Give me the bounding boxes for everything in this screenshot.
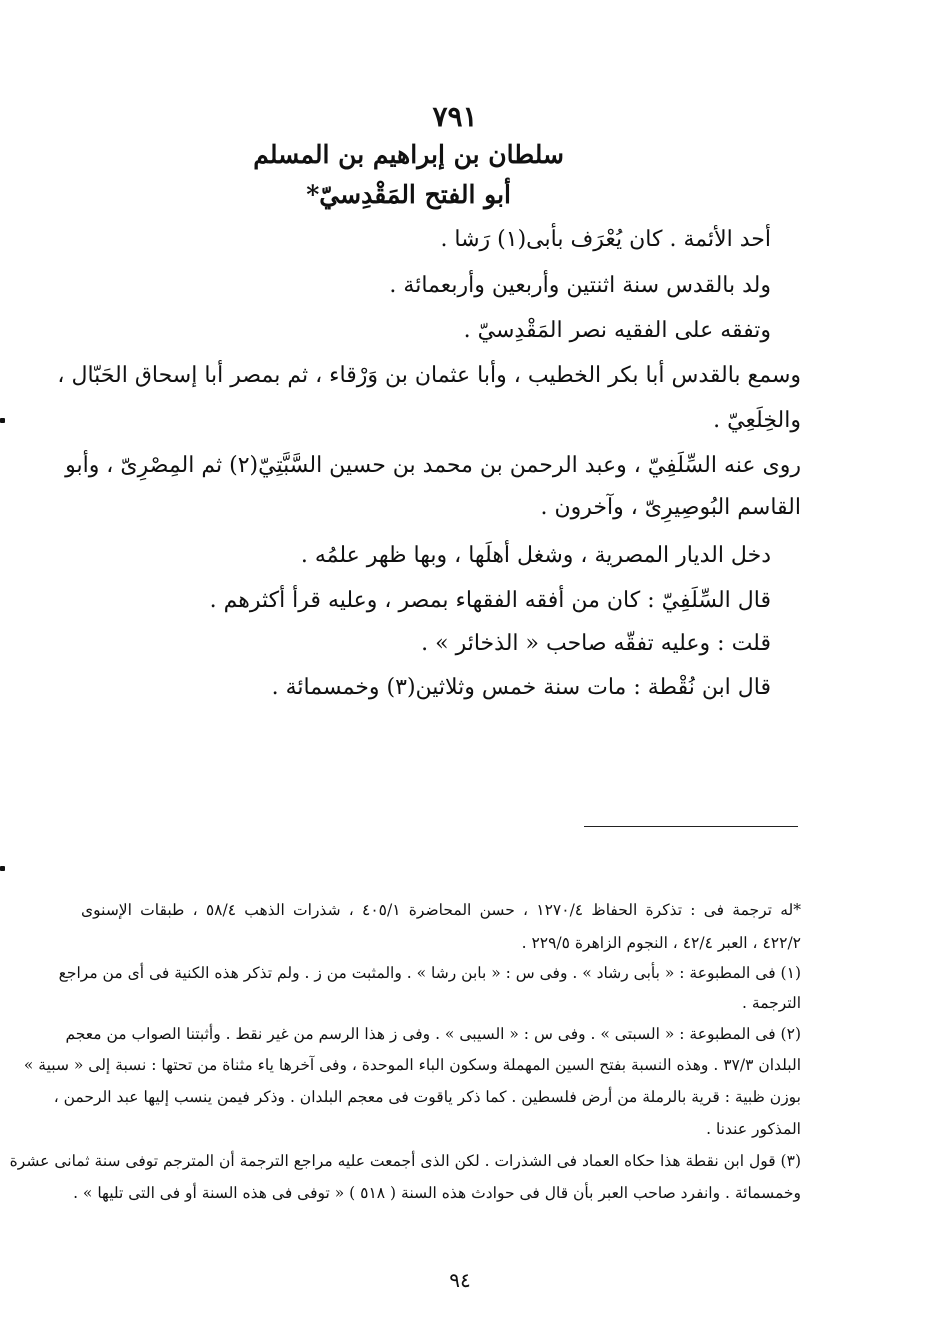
body-line: قال السِّلَفِيّ : كان من أفقه الفقهاء بمصر ، وعليه قرأ أكثرهم . bbox=[209, 588, 771, 613]
footnote-separator bbox=[584, 826, 798, 827]
footnote-line: ٤٢٢/٢ ، العبر ٤٢/٤ ، النجوم الزاهرة ٢٢٩/٥ . bbox=[521, 934, 801, 952]
page-number: ٩٤ bbox=[449, 1268, 471, 1292]
footnote-line: بوزن ظبية : قرية بالرملة من أرض فلسطين . كما ذكر ياقوت فى معجم البلدان . وذكر فيمن ينسب إليها عبد الرحمن ، bbox=[53, 1088, 801, 1106]
body-line: قال ابن نُقْطة : مات سنة خمس وثلاثين(٣) وخمسمائة . bbox=[271, 675, 771, 700]
body-line: وسمع بالقدس أبا بكر الخطيب ، وأبا عثمان بن وَرْقاء ، ثم بمصر أبا إسحاق الحَبّال ، bbox=[57, 363, 801, 388]
footnote-line: (٢) فى المطبوعة : « السبتى » . وفى س : « السيبى » . وفى ز هذا الرسم من غير نقط . وأثبتنا الصواب من معجم bbox=[65, 1025, 801, 1043]
footnote-line: الترجمة . bbox=[742, 994, 801, 1012]
entry-number: ٧٩١ bbox=[432, 100, 478, 133]
footnote-line: وخمسمائة . وانفرد صاحب العبر بأن قال فى حوادث هذه السنة ( ٥١٨ ) « توفى فى هذه السنة أو فى التى تليها » . bbox=[73, 1184, 801, 1202]
entry-kunya: أبو الفتح المَقْدِسيّ* bbox=[306, 180, 511, 209]
body-line: روى عنه السِّلَفِيّ ، وعبد الرحمن بن محمد بن حسين السَّبَّتِيّ(٢) ثم المِصْرِىّ ، وأبو bbox=[65, 453, 801, 478]
footnote-line: (١) فى المطبوعة : « بأبى رشاد » . وفى س : « بابن رشا » . والمثبت من ز . ولم تذكر هذه الكنية فى أى من مراجع bbox=[58, 964, 801, 982]
body-line: وتفقه على الفقيه نصر المَقْدِسيّ . bbox=[463, 318, 771, 343]
body-line: ولد بالقدس سنة اثنتين وأربعين وأربعمائة . bbox=[389, 273, 771, 298]
margin-mark bbox=[0, 418, 5, 423]
body-line: قلت : وعليه تفقّه صاحب « الذخائر » . bbox=[421, 631, 771, 656]
margin-mark bbox=[0, 866, 5, 871]
footnote-line: المذكور عندنا . bbox=[706, 1120, 801, 1138]
footnote-line: البلدان ٣٧/٣ . وهذه النسبة بفتح السين المهملة وسكون الباء الموحدة ، وفى آخرها ياء مثناة من تحتها : نسبة إلى « سبية » bbox=[23, 1056, 801, 1074]
body-line: والخِلَعِيّ . bbox=[713, 408, 801, 433]
footnote-line: *له ترجمة فى : تذكرة الحفاظ ١٢٧٠/٤ ، حسن المحاضرة ٤٠٥/١ ، شذرات الذهب ٥٨/٤ ، طبقات الإسنوى bbox=[81, 901, 801, 919]
body-line: أحد الأئمة . كان يُعْرَف بأبى(١) رَشا . bbox=[440, 227, 771, 252]
body-line: القاسم البُوصِيرِىّ ، وآخرون . bbox=[540, 495, 801, 520]
body-line: دخل الديار المصرية ، وشغل أهلَها ، وبها ظهر علمُه . bbox=[300, 543, 771, 568]
entry-name: سلطان بن إبراهيم بن المسلم bbox=[253, 140, 564, 169]
footnote-line: (٣) قول ابن نقطة هذا حكاه العماد فى الشذرات . لكن الذى أجمعت عليه مراجع الترجمة أن المترجم توفى سنة ثمانى عشرة bbox=[9, 1152, 801, 1170]
